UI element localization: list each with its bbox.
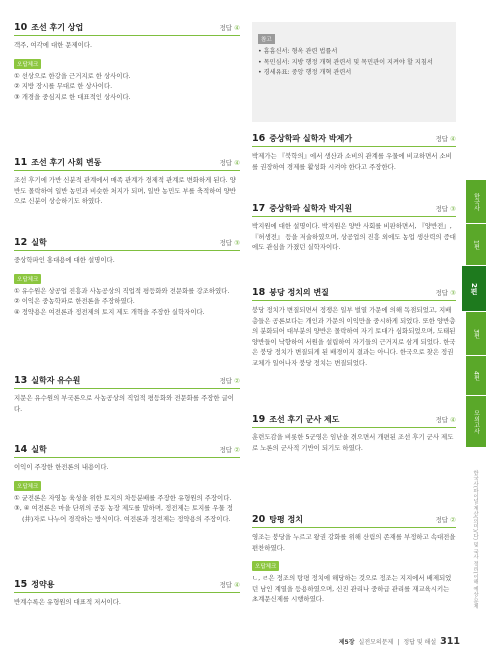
question-number: 10: [14, 22, 28, 33]
question-15: [14, 579, 240, 619]
answer: 정답 ②: [435, 516, 456, 524]
explanation: 붕당 정치가 변질되면서 정쟁은 일부 벌열 가문에 의해 독점되었고, 지배층들은 공론보다는 개인과 가문의 이익만을 중시하게 되었다. 또한 양반층의 분화되어 대부분의 양반은 몰락하여 자기 토대가 심화되었으며, 도태된 양반들이 낙향하여 서원을 설립하여 자기들의 근거지로 삼게 되었다. 한국은 붕당 정치가 변질되게 된 배경이지 결과는 아니다. 한국으로 찾은 정권 교체가 일어나자 붕당 정치는 변질되었다.: [252, 306, 456, 367]
question-number: 15: [14, 579, 28, 590]
explanation-item: ④ 정약용은 여전론과 정전제의 토지 제도 개혁을 주장한 실학자이다.: [14, 307, 205, 316]
explanation-item: ③ 개경을 중심지로 한 대표적인 상사이다.: [14, 92, 131, 101]
footer-title: 실전모의문제: [358, 639, 394, 646]
middle-column: [252, 22, 456, 634]
answer: 정답 ④: [435, 135, 456, 143]
wrong-answer-check-tag: 오답체크: [14, 274, 41, 284]
explanation: 객주, 여각에 대한 문제이다.: [14, 41, 93, 49]
explanation: 조선 후기에 가반 신분적 관계에서 매족 관계가 경제적 관계로 변화하게 된다. 양반도 몰락하여 일반 농민과 비슷한 처지가 되며, 일반 농민도 부를 축적하여 양반으로 신분이 상승하기도 하였다.: [14, 176, 236, 205]
reference-tag: 참고: [258, 34, 275, 44]
tab-part-2[interactable]: 2편: [462, 266, 486, 312]
question-header: [14, 157, 240, 171]
explanation-item: ① 선상으로 한강을 근거지로 한 상사이다.: [14, 71, 131, 80]
question-header: [14, 375, 240, 389]
explanation: 중상학파인 홍대용에 대한 설명이다.: [14, 256, 115, 264]
reference-box: [252, 22, 456, 122]
page-footer: [339, 636, 460, 647]
reference-item: • 목민심서: 지방 행정 개혁 관련서 및 목민관이 지켜야 할 지침서: [258, 58, 433, 66]
question-number: 14: [14, 444, 28, 455]
question-title: 조선 후기 사회 변동: [31, 158, 102, 167]
question-header: [14, 444, 240, 458]
explanation: 박지원에 대한 설명이다. 박지원은 양반 사회를 비판하면서, 『양반전』, 『허생전』 등을 저술하였으며, 상공업의 진흥 외에도 농업 생산력의 증대에도 관심을 가졌던 실학자이다.: [252, 222, 456, 251]
question-18: [252, 287, 456, 412]
question-number: 11: [14, 157, 28, 168]
answer: 정답 ③: [219, 239, 240, 247]
question-number: 17: [252, 203, 266, 214]
answer: 정답 ④: [219, 159, 240, 167]
tab-mock-exam[interactable]: 모의고사: [466, 396, 486, 448]
question-title: 정약용: [31, 580, 55, 589]
question-14: [14, 444, 240, 579]
question-title: 붕당 정치의 변질: [269, 288, 329, 297]
question-header: [252, 287, 456, 301]
explanation-item: ① 유수원은 상공업 진흥과 사농공상의 직업적 평등화와 전문화를 강조하였다.: [14, 286, 230, 295]
explanation: 영조는 붕당을 누르고 왕권 강화를 위해 산림의 존재를 부정하고 속대전을 편찬하였다.: [252, 533, 456, 552]
explanation: 이익이 주장한 한전론의 내용이다.: [14, 463, 109, 471]
question-header: [14, 22, 240, 36]
question-number: 13: [14, 375, 28, 386]
tab-korean-history[interactable]: 한국사: [466, 180, 486, 224]
left-column: [14, 22, 240, 619]
question-title: 조선 후기 상업: [31, 23, 84, 32]
reference-item: • 흠흠신서: 형옥 관련 법률서: [258, 48, 338, 55]
tab-part-3[interactable]: 3편: [466, 312, 486, 356]
answer: 정답 ④: [219, 581, 240, 589]
explanation-item: ㄴ, ㄹ은 정조의 탕평 정치에 해당하는 것으로 정조는 지지에서 배제되었던 남인 계열을 등용하였으며, 신진 관리나 중하급 관리를 재교육시키는 초계문신제를 시행하였다.: [252, 574, 452, 603]
question-title: 실학자 유수원: [31, 376, 81, 385]
question-header: [252, 133, 456, 147]
explanation-item: ① 균전론은 자영농 육성을 위한 토지의 차등분배를 주장한 유형원의 주장이다.: [14, 493, 232, 502]
question-number: 12: [14, 237, 28, 248]
tab-part-1[interactable]: 1편: [466, 224, 486, 266]
footer-chapter: 제5장: [338, 639, 355, 646]
question-header: [252, 203, 456, 217]
tab-part-4[interactable]: 4편: [466, 356, 486, 396]
question-16: [252, 133, 456, 203]
answer: 정답 ④: [435, 416, 456, 424]
footer-separator: |: [397, 639, 400, 646]
explanation: 반계수록은 유형원의 대표적 저서이다.: [14, 598, 121, 606]
question-number: 19: [252, 414, 266, 425]
question-header: [252, 514, 456, 528]
answer: 정답 ③: [435, 205, 456, 213]
explanation: 훈련도감을 비롯한 5군영은 임난을 겪으면서 개편된 조선 후기 군사 제도로 노론의 군사적 기반이 되기도 하였다.: [252, 433, 454, 452]
question-number: 20: [252, 514, 266, 525]
question-title: 조선 후기 군사 제도: [269, 415, 340, 424]
page-number: 311: [440, 636, 460, 647]
answer: 정답 ②: [219, 446, 240, 454]
wrong-answer-check-tag: 오답체크: [14, 481, 41, 491]
question-number: 18: [252, 287, 266, 298]
question-19: [252, 414, 456, 514]
question-20: [252, 514, 456, 634]
explanation-item: ③, ④ 여전론은 마을 단위의 공동 농장 제도를 말하며, 정전제는 토지를 우물 정(井)자로 나누어 경작하는 방식이다. 여전론과 정전제는 정약용의 주장이다.: [14, 504, 233, 523]
question-13: [14, 375, 240, 444]
question-title: 실학: [31, 445, 47, 454]
answer: 정답 ④: [219, 24, 240, 32]
question-header: [14, 579, 240, 593]
question-title: 중상학파 실학자 박지원: [269, 204, 353, 213]
wrong-answer-check-tag: 오답체크: [252, 561, 279, 571]
explanation: 지문은 유수원의 부국론으로 사농공상의 직업적 평등화와 전문화를 주장한 글이다.: [14, 394, 234, 413]
reference-item: • 경세유표: 중앙 행정 개혁 관련서: [258, 69, 352, 76]
question-title: 실학: [31, 238, 47, 247]
question-10: [14, 22, 240, 157]
question-header: [14, 237, 240, 251]
answer: 정답 ②: [219, 377, 240, 385]
explanation-item: ② 지방 장시를 무대로 한 상사이다.: [14, 82, 113, 90]
question-title: 탕평 정치: [269, 515, 303, 524]
chapter-tab-bar: [466, 180, 486, 448]
question-12: [14, 237, 240, 375]
wrong-answer-check-tag: 오답체크: [14, 59, 41, 69]
question-title: 중상학파 실학자 박제가: [269, 134, 353, 143]
explanation-item: ② 이익은 중농학파로 한전론을 주장하였다.: [14, 297, 135, 305]
question-17: [252, 203, 456, 287]
explanation: 박제가는 『북학의』에서 생산과 소비의 관계를 우물에 비교하면서 소비를 권장하여 경제를 활성화 시켜야 한다고 주장한다.: [252, 152, 452, 171]
question-number: 16: [252, 133, 266, 144]
footer-label: 정답 및 해설: [403, 639, 437, 646]
question-11: [14, 157, 240, 237]
sidebar-note: 한국사(파이널·계산(의미)/다) 및 국사 정리(이해 예상·문제: [472, 470, 478, 609]
answer: 정답 ③: [435, 289, 456, 297]
question-header: [252, 414, 456, 428]
